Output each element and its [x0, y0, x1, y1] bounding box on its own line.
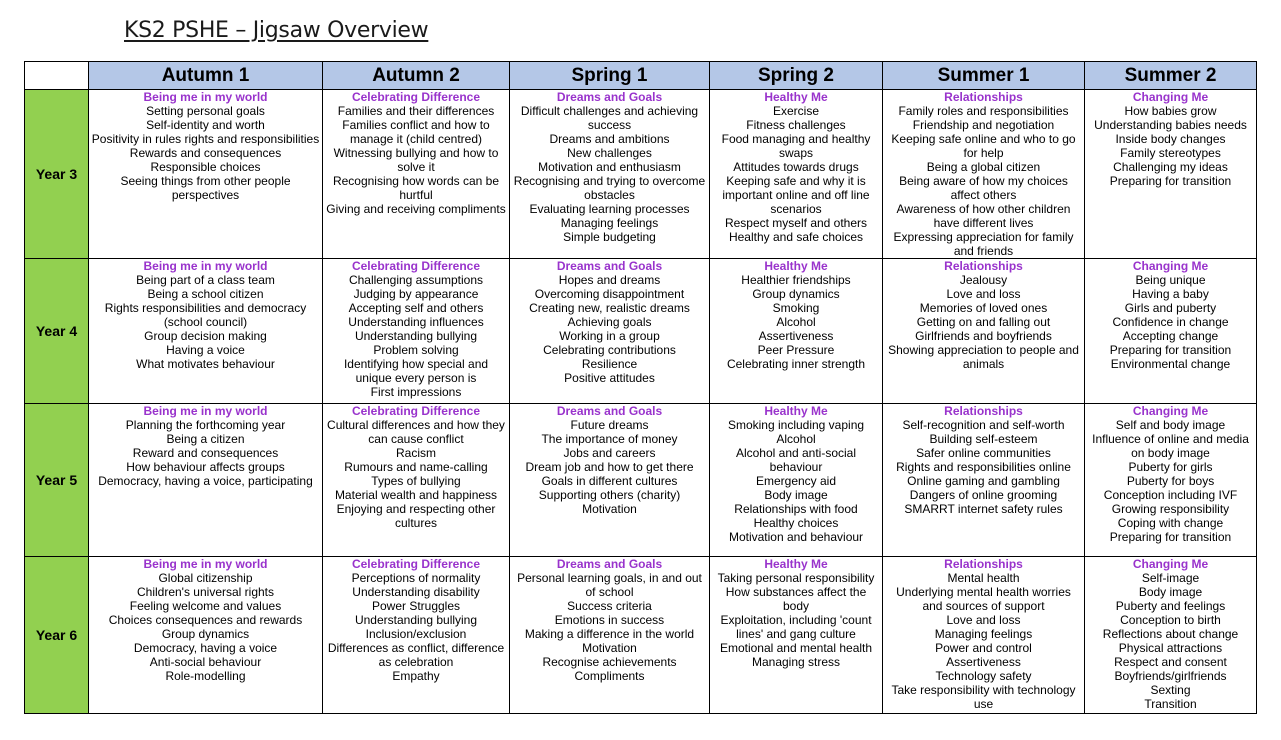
term-header: Spring 1 [510, 62, 710, 90]
unit-title: Being me in my world [143, 557, 268, 571]
topic-item: New challenges [567, 146, 652, 160]
unit-cell [510, 259, 710, 404]
topic-item: Identifying how special and unique every person is [343, 357, 489, 385]
unit-cell [323, 259, 510, 404]
unit-cell [89, 404, 323, 557]
unit-cell [323, 404, 510, 557]
topic-item: Making a difference in the world [524, 627, 695, 641]
topic-item: Families conflict and how to manage it (child centred) [342, 118, 490, 146]
corner-cell [25, 62, 89, 90]
topic-item: Inclusion/exclusion [365, 627, 467, 641]
topic-item: Underlying mental health worries and sources of support [896, 585, 1071, 613]
topic-item: Rewards and consequences [129, 146, 282, 160]
year-label: Year 4 [25, 259, 89, 404]
topic-item: Body image [764, 488, 828, 502]
topic-item: Healthier friendships [741, 273, 851, 287]
topic-item: Smoking including vaping [727, 418, 865, 432]
topic-item: Creating new, realistic dreams [529, 301, 690, 315]
topic-item: Growing responsibility [1111, 502, 1230, 516]
unit-title: Dreams and Goals [556, 90, 663, 104]
topic-item: Transition [1144, 697, 1197, 711]
topic-item: Working in a group [559, 329, 660, 343]
topic-item: Enjoying and respecting other cultures [336, 502, 496, 530]
unit-cell [710, 404, 883, 557]
topic-item: Keeping safe online and who to go for help [891, 132, 1076, 160]
topic-item: Fitness challenges [746, 118, 846, 132]
topic-item: Environmental change [1110, 357, 1231, 371]
topic-item: Family stereotypes [1120, 146, 1221, 160]
topic-item: Emotions in success [554, 613, 665, 627]
topic-item: How substances affect the body [725, 585, 867, 613]
unit-cell [323, 90, 510, 259]
unit-cell [89, 90, 323, 259]
topic-item: Simple budgeting [563, 230, 656, 244]
topic-item: Physical attractions [1118, 641, 1223, 655]
topic-item: Love and loss [946, 287, 1021, 301]
topic-item: Assertiveness [758, 329, 834, 343]
topic-item: Understanding bullying [354, 613, 478, 627]
topic-item: Dangers of online grooming [909, 488, 1058, 502]
topic-item: Girls and puberty [1124, 301, 1217, 315]
topic-item: Dreams and ambitions [549, 132, 670, 146]
unit-title: Relationships [944, 90, 1023, 104]
topic-item: Self-identity and worth [146, 118, 265, 132]
topic-item: Understanding babies needs [1094, 118, 1247, 132]
topic-item: Technology safety [935, 669, 1032, 683]
topic-item: Evaluating learning processes [529, 202, 690, 216]
topic-item: Motivation and behaviour [728, 530, 864, 544]
page-title: KS2 PSHE – Jigsaw Overview [124, 18, 429, 43]
topic-item: Love and loss [946, 613, 1021, 627]
unit-title: Celebrating Difference [351, 557, 481, 571]
topic-item: Anti-social behaviour [149, 655, 262, 669]
topic-item: Emotional and mental health [719, 641, 873, 655]
topic-item: Self and body image [1115, 418, 1226, 432]
topic-item: Feeling welcome and values [129, 599, 282, 613]
topic-item: Attitudes towards drugs [733, 160, 859, 174]
topic-item: Hopes and dreams [558, 273, 661, 287]
topic-item: Inside body changes [1115, 132, 1226, 146]
topic-item: Recognise achievements [542, 655, 677, 669]
topic-item: Confidence in change [1112, 315, 1229, 329]
topic-item: Types of bullying [371, 474, 461, 488]
topic-item: Managing feelings [560, 216, 659, 230]
topic-item: Reward and consequences [132, 446, 279, 460]
topic-item: Positive attitudes [564, 371, 655, 385]
topic-item: Role-modelling [165, 669, 246, 683]
unit-cell [89, 557, 323, 714]
topic-item: Being part of a class team [136, 273, 275, 287]
topic-item: Recognising how words can be hurtful [332, 174, 500, 202]
topic-item: Managing feelings [934, 627, 1033, 641]
topic-item: Group dynamics [752, 287, 840, 301]
topic-item: Understanding influences [348, 315, 484, 329]
header-row [25, 62, 1257, 90]
topic-item: Accepting change [1122, 329, 1219, 343]
topic-item: Expressing appreciation for family and friends [893, 230, 1074, 258]
topic-item: Take responsibility with technology use [891, 683, 1076, 711]
topic-item: Global citizenship [158, 571, 253, 585]
topic-item: Memories of loved ones [919, 301, 1048, 315]
unit-cell [510, 404, 710, 557]
topic-item: Awareness of how other children have different lives [896, 202, 1071, 230]
year-row [25, 259, 1257, 404]
topic-item: Rights responsibilities and democracy (school council) [104, 301, 307, 329]
unit-title: Dreams and Goals [556, 404, 663, 418]
topic-item: Setting personal goals [146, 104, 265, 118]
year-label: Year 6 [25, 557, 89, 714]
topic-item: Jobs and careers [563, 446, 656, 460]
topic-item: Smoking [772, 301, 820, 315]
unit-cell [1085, 259, 1257, 404]
topic-item: Alcohol [776, 432, 816, 446]
topic-item: Recognising and trying to overcome obstacles [513, 174, 706, 202]
topic-item: What motivates behaviour [136, 357, 275, 371]
year-label: Year 5 [25, 404, 89, 557]
year-row [25, 557, 1257, 714]
topic-item: Understanding bullying [354, 329, 478, 343]
topic-item: Alcohol [776, 315, 816, 329]
table-body [25, 90, 1257, 714]
unit-title: Celebrating Difference [351, 259, 481, 273]
topic-item: Rumours and name-calling [344, 460, 488, 474]
topic-item: Exploitation, including 'count lines' and gang culture [720, 613, 872, 641]
topic-item: Friendship and negotiation [912, 118, 1055, 132]
unit-cell [510, 90, 710, 259]
topic-item: Families and their differences [337, 104, 495, 118]
topic-item: Having a baby [1132, 287, 1209, 301]
topic-item: Sexting [1150, 683, 1191, 697]
topic-item: Challenging my ideas [1113, 160, 1228, 174]
unit-title: Celebrating Difference [351, 404, 481, 418]
topic-item: Safer online communities [916, 446, 1051, 460]
topic-item: Building self-esteem [929, 432, 1038, 446]
topic-item: Reflections about change [1102, 627, 1239, 641]
topic-item: The importance of money [541, 432, 678, 446]
topic-item: Puberty and feelings [1115, 599, 1226, 613]
topic-item: Family roles and responsibilities [898, 104, 1069, 118]
unit-cell [510, 557, 710, 714]
topic-item: Being a global citizen [926, 160, 1041, 174]
topic-item: First impressions [370, 385, 462, 399]
unit-title: Being me in my world [143, 404, 268, 418]
topic-item: Motivation and enthusiasm [538, 160, 681, 174]
topic-item: Future dreams [570, 418, 649, 432]
topic-item: Preparing for transition [1109, 343, 1232, 357]
topic-item: Democracy, having a voice [133, 641, 278, 655]
topic-item: Giving and receiving compliments [326, 202, 506, 216]
topic-item: Celebrating contributions [543, 343, 676, 357]
unit-cell [1085, 404, 1257, 557]
topic-item: Taking personal responsibility [717, 571, 875, 585]
unit-cell [710, 259, 883, 404]
topic-item: Supporting others (charity) [538, 488, 681, 502]
term-header: Summer 2 [1085, 62, 1257, 90]
topic-item: Puberty for boys [1126, 474, 1215, 488]
topic-item: Boyfriends/girlfriends [1114, 669, 1227, 683]
unit-title: Healthy Me [764, 404, 828, 418]
unit-title: Changing Me [1132, 404, 1209, 418]
unit-cell [883, 90, 1085, 259]
topic-item: Being aware of how my choices affect others [899, 174, 1068, 202]
topic-item: Differences as conflict, difference as celebration [327, 641, 505, 669]
topic-item: Problem solving [373, 343, 459, 357]
topic-item: How behaviour affects groups [126, 460, 285, 474]
topic-item: Choices consequences and rewards [108, 613, 303, 627]
unit-cell [883, 259, 1085, 404]
topic-item: Being a citizen [166, 432, 245, 446]
topic-item: Planning the forthcoming year [125, 418, 286, 432]
topic-item: Preparing for transition [1109, 174, 1232, 188]
unit-cell [710, 90, 883, 259]
topic-item: Resilience [581, 357, 638, 371]
unit-title: Changing Me [1132, 259, 1209, 273]
term-header: Autumn 2 [323, 62, 510, 90]
unit-cell [710, 557, 883, 714]
topic-item: Self-recognition and self-worth [902, 418, 1065, 432]
term-header: Summer 1 [883, 62, 1085, 90]
topic-item: Group decision making [144, 329, 267, 343]
term-header: Spring 2 [710, 62, 883, 90]
topic-item: Relationships with food [734, 502, 858, 516]
topic-item: Peer Pressure [757, 343, 835, 357]
topic-item: Respect myself and others [724, 216, 868, 230]
unit-title: Being me in my world [143, 259, 268, 273]
topic-item: Healthy choices [753, 516, 839, 530]
topic-item: Accepting self and others [348, 301, 484, 315]
topic-item: Having a voice [166, 343, 245, 357]
topic-item: How babies grow [1124, 104, 1217, 118]
topic-item: Motivation [582, 502, 637, 516]
topic-item: Overcoming disappointment [534, 287, 685, 301]
topic-item: Mental health [947, 571, 1020, 585]
topic-item: Witnessing bullying and how to solve it [333, 146, 499, 174]
topic-item: Puberty for girls [1128, 460, 1213, 474]
topic-item: Positivity in rules rights and responsibilities [91, 132, 320, 146]
topic-item: Conception including IVF [1103, 488, 1238, 502]
topic-item: Managing stress [751, 655, 841, 669]
topic-item: Personal learning goals, in and out of school [517, 571, 702, 599]
year-row [25, 90, 1257, 259]
topic-item: Respect and consent [1114, 655, 1227, 669]
topic-item: Jealousy [959, 273, 1008, 287]
unit-title: Being me in my world [143, 90, 268, 104]
topic-item: Assertiveness [946, 655, 1021, 669]
term-header: Autumn 1 [89, 62, 323, 90]
topic-item: Goals in different cultures [541, 474, 678, 488]
unit-cell [1085, 90, 1257, 259]
topic-item: Emergency aid [755, 474, 837, 488]
year-label: Year 3 [25, 90, 89, 259]
topic-item: Conception to birth [1120, 613, 1221, 627]
topic-item: Children's universal rights [136, 585, 274, 599]
topic-item: Understanding disability [352, 585, 480, 599]
unit-cell [323, 557, 510, 714]
topic-item: Online gaming and gambling [907, 474, 1060, 488]
topic-item: Achieving goals [567, 315, 652, 329]
topic-item: Compliments [574, 669, 645, 683]
topic-item: Challenging assumptions [348, 273, 484, 287]
unit-cell [883, 557, 1085, 714]
topic-item: Getting on and falling out [916, 315, 1051, 329]
unit-title: Relationships [944, 404, 1023, 418]
topic-item: Being a school citizen [147, 287, 264, 301]
topic-item: Power Struggles [371, 599, 461, 613]
topic-item: Democracy, having a voice, participating [98, 474, 313, 488]
unit-title: Celebrating Difference [351, 90, 481, 104]
unit-cell [89, 259, 323, 404]
unit-cell [883, 404, 1085, 557]
topic-item: Food managing and healthy swaps [721, 132, 871, 160]
topic-item: Cultural differences and how they can cause conflict [327, 418, 505, 446]
unit-cell [1085, 557, 1257, 714]
topic-item: Empathy [392, 669, 440, 683]
year-row [25, 404, 1257, 557]
topic-item: Success criteria [567, 599, 652, 613]
unit-title: Relationships [944, 557, 1023, 571]
topic-item: Body image [1138, 585, 1203, 599]
topic-item: Power and control [935, 641, 1032, 655]
topic-item: Racism [395, 446, 436, 460]
topic-item: Responsible choices [150, 160, 261, 174]
unit-title: Changing Me [1132, 557, 1209, 571]
topic-item: Girlfriends and boyfriends [915, 329, 1052, 343]
topic-item: Alcohol and anti-social behaviour [735, 446, 857, 474]
topic-item: Influence of online and media on body image [1092, 432, 1249, 460]
topic-item: Coping with change [1117, 516, 1224, 530]
topic-item: Showing appreciation to people and animals [888, 343, 1079, 371]
topic-item: SMARRT internet safety rules [904, 502, 1063, 516]
unit-title: Healthy Me [764, 90, 828, 104]
topic-item: Healthy and safe choices [728, 230, 864, 244]
unit-title: Healthy Me [764, 557, 828, 571]
unit-title: Changing Me [1132, 90, 1209, 104]
topic-item: Self-image [1141, 571, 1200, 585]
overview-table [24, 61, 1257, 714]
topic-item: Motivation [582, 641, 637, 655]
topic-item: Celebrating inner strength [726, 357, 866, 371]
topic-item: Difficult challenges and achieving success [520, 104, 699, 132]
unit-title: Healthy Me [764, 259, 828, 273]
topic-item: Being unique [1135, 273, 1206, 287]
topic-item: Group dynamics [161, 627, 250, 641]
topic-item: Exercise [772, 104, 819, 118]
topic-item: Rights and responsibilities online [896, 460, 1071, 474]
unit-title: Dreams and Goals [556, 557, 663, 571]
topic-item: Perceptions of normality [351, 571, 481, 585]
topic-item: Preparing for transition [1109, 530, 1232, 544]
topic-item: Dream job and how to get there [525, 460, 694, 474]
topic-item: Keeping safe and why it is important online and off line scenarios [722, 174, 870, 216]
topic-item: Material wealth and happiness [334, 488, 498, 502]
unit-title: Relationships [944, 259, 1023, 273]
topic-item: Judging by appearance [353, 287, 479, 301]
topic-item: Seeing things from other people perspectives [120, 174, 291, 202]
unit-title: Dreams and Goals [556, 259, 663, 273]
